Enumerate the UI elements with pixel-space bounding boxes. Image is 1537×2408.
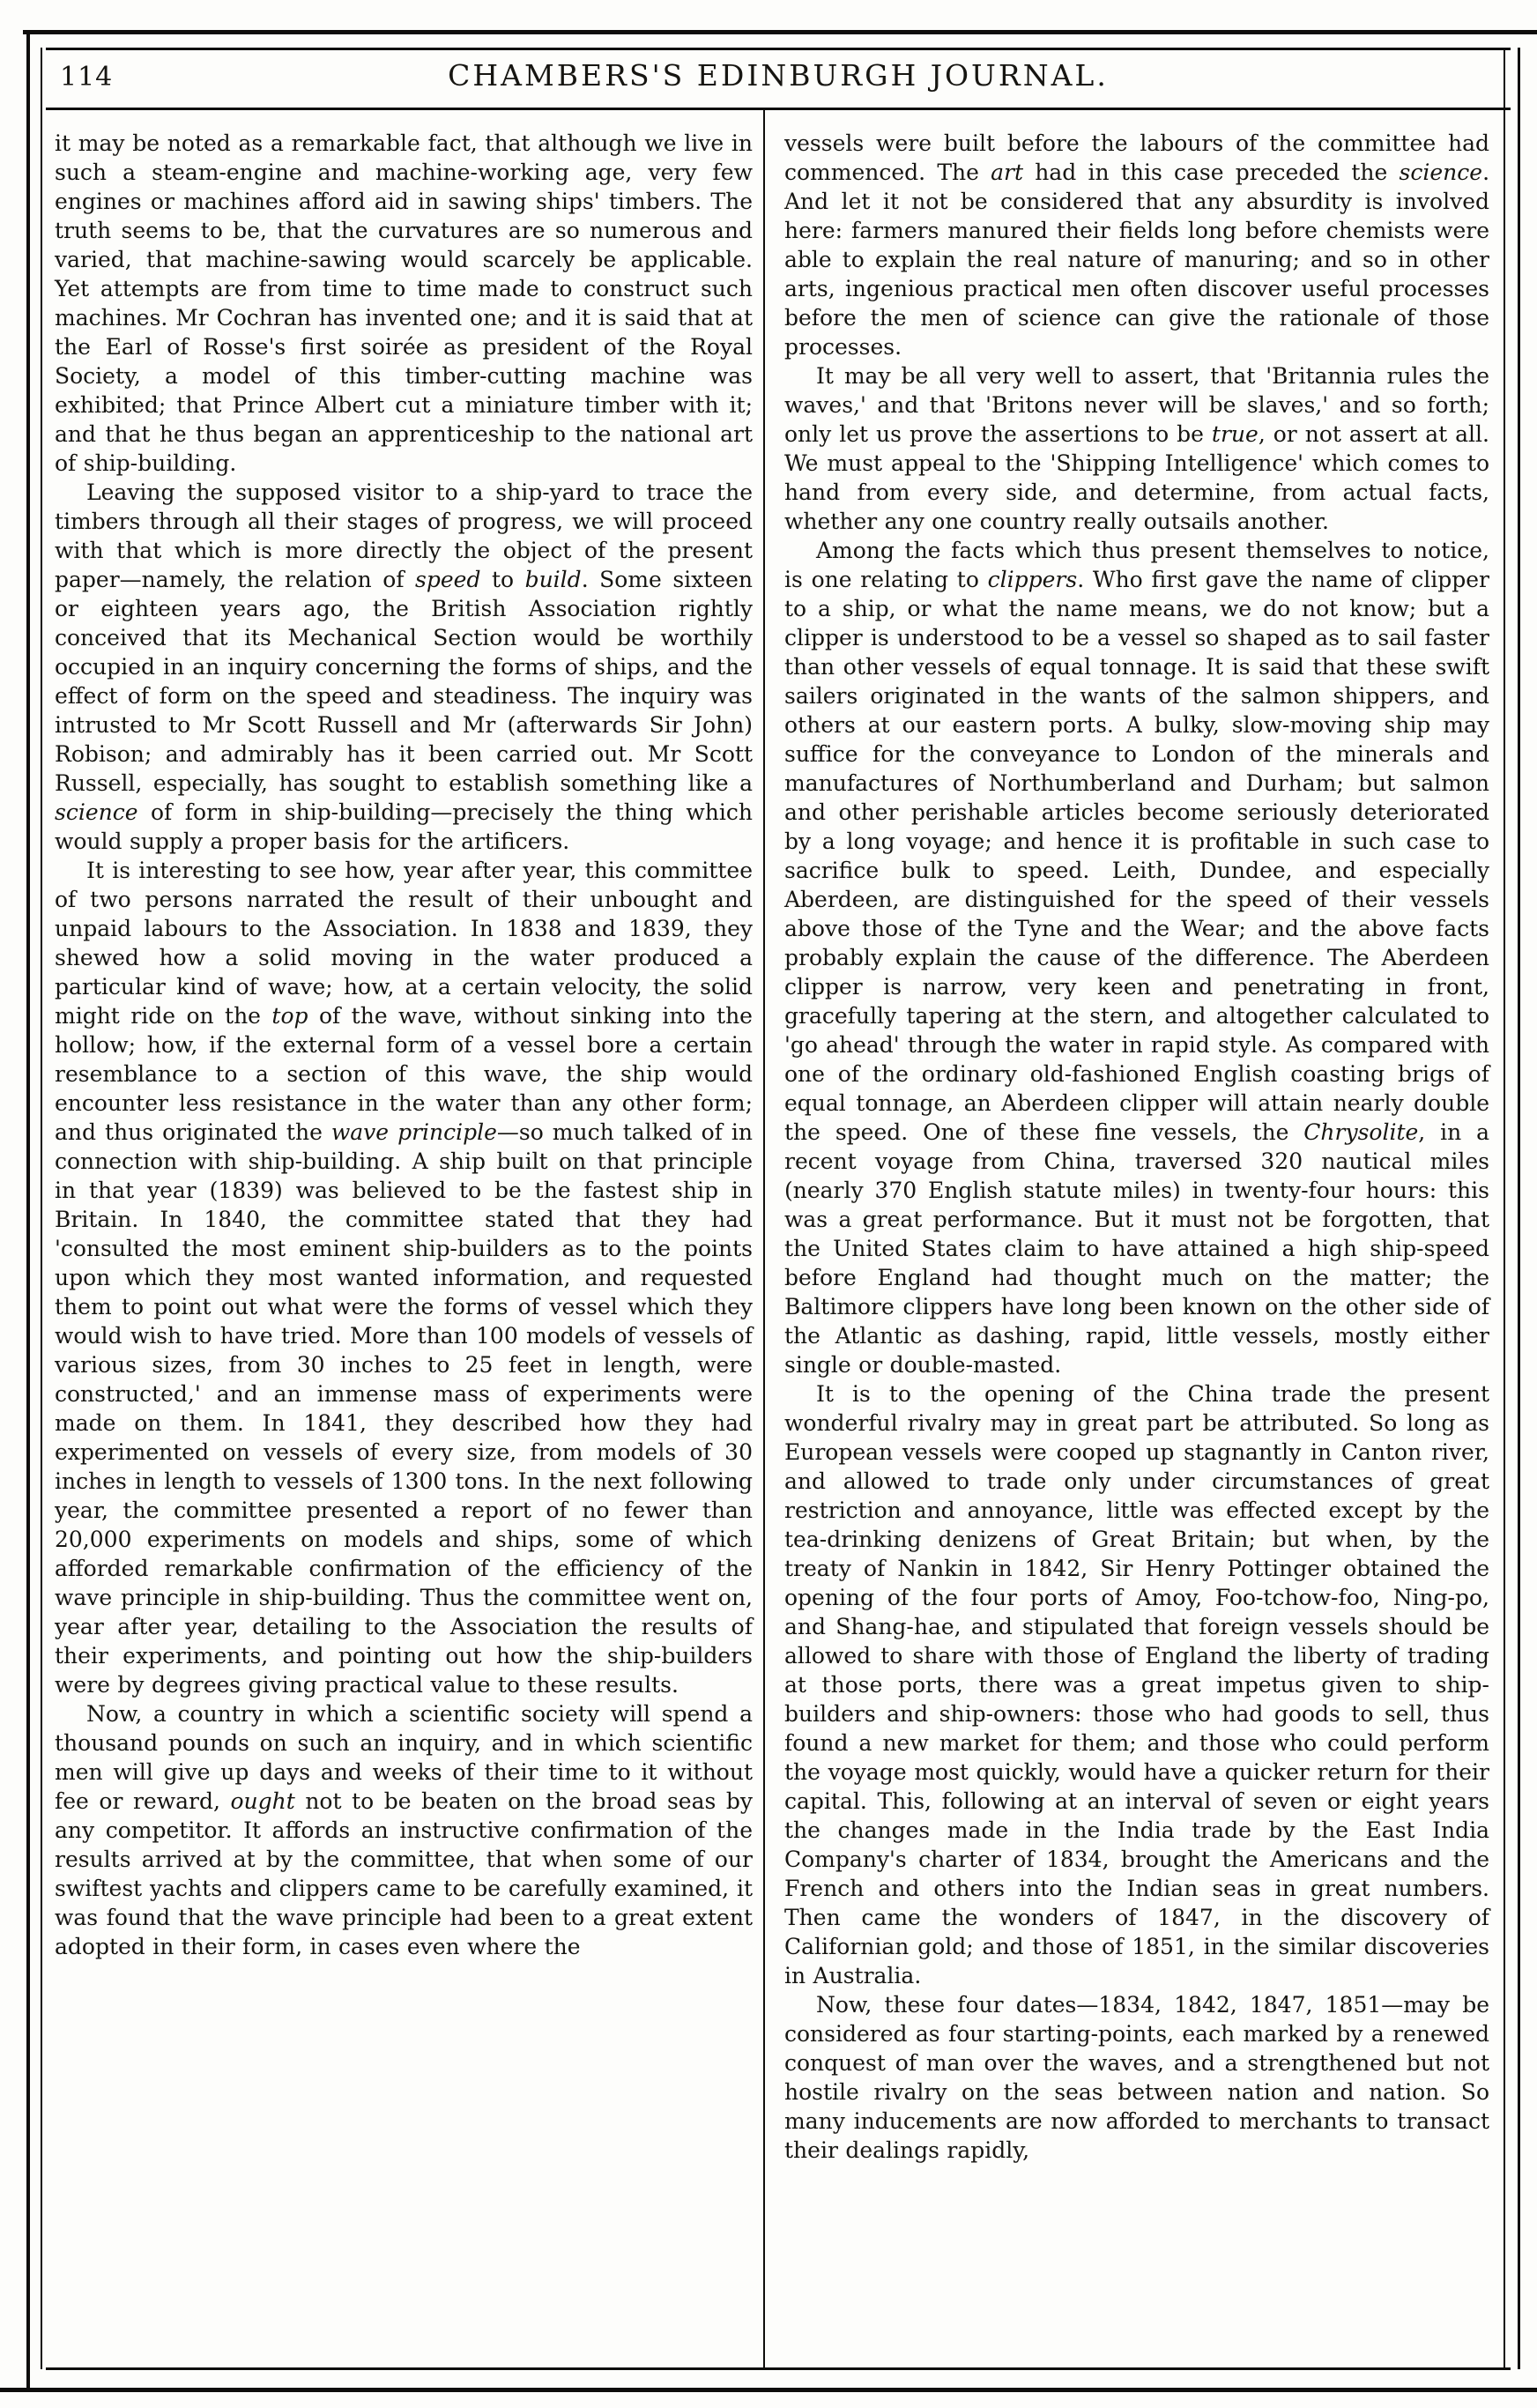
paragraph	[55, 1699, 753, 1961]
paragraph	[55, 856, 753, 1699]
text-run: It may be all very well to assert, that 'Britannia rules the waves,' and that 'Britons never will be slaves,' and so forth; only let us prove the assertions to be	[784, 363, 1489, 447]
text-run: had in this case preceded the	[1023, 160, 1400, 185]
paragraph	[784, 536, 1489, 1379]
italic-text-run: Chrysolite	[1303, 1119, 1419, 1145]
text-run: Now, these four dates—1834, 1842, 1847, 1851—may be considered as four starting-points, each marked by a renewed conquest of man over the waves, and a strengthened but not hostile rivalry on the seas between nation and nation. So many inducements are now afforded to merchants to transact their dealings rapidly,	[784, 1992, 1489, 2163]
paragraph	[784, 361, 1489, 536]
italic-text-run: clippers	[987, 567, 1078, 592]
top-outer-rule	[23, 30, 1537, 34]
paragraph	[784, 1379, 1489, 1990]
italic-text-run: top	[271, 1003, 308, 1029]
page-header	[51, 49, 1505, 104]
bottom-outer-rule	[0, 2388, 1537, 2392]
text-run: —so much talked of in connection with ship-building. A ship built on that principle in that year (1839) was believed to be the fastest ship in Britain. In 1840, the committee stated that they had 'consulted the most eminent ship-builders as to the points upon which they most wanted information, and requested them to point out what were the forms of vessel which they would wish to have tried. More than 100 models of vessels of various sizes, from 30 inches to 25 feet in length, were constructed,' and an immense mass of experiments were made on them. In 1841, they described how they had experimented on vessels of every size, from models of 30 inches in length to vessels of 1300 tons. In the next following year, the committee presented a report of no fewer than 20,000 experiments on models and ships, some of which afforded remarkable confirmation of the efficiency of the wave principle in ship-building. Thus the committee went on, year after year, detailing to the Association the results of their experiments, and pointing out how the ship-builders were by degrees giving practical value to these results.	[55, 1119, 753, 1698]
text-run: vessels were built before the labours of the committee had commenced. The	[784, 130, 1489, 185]
text-run: Now, a country in which a scientific society will spend a thousand pounds on such an inquiry, and in which scientific men will give up days and weeks of their time to it without fee or reward,	[55, 1701, 753, 1814]
journal-title: CHAMBERS'S EDINBURGH JOURNAL.	[448, 58, 1109, 93]
text-run: . Some sixteen or eighteen years ago, the British Association rightly conceived that its Mechanical Section would be worthily occupied in an inquiry concerning the forms of ships, and the effect of form on the speed and steadiness. The inquiry was intrusted to Mr Scott Russell and Mr (afterwards Sir John) Robison; and admirably has it been carried out. Mr Scott Russell, especially, has sought to establish something like a	[55, 567, 753, 796]
left-column	[55, 129, 753, 1961]
text-run: , or not assert at all. We must appeal to the 'Shipping Intelligence' which comes to hand from every side, and determine, from actual facts, whether any one country really outsails another.	[784, 421, 1489, 534]
italic-text-run: true	[1211, 421, 1259, 447]
right-inner-border	[1504, 48, 1505, 2369]
italic-text-run: art	[991, 160, 1024, 185]
left-inner-border	[41, 48, 42, 2369]
text-run: . Who first gave the name of clipper to a ship, or what the name means, we do not know; but a clipper is understood to be a vessel so shaped as to sail faster than other vessels of equal tonnage. It is said that these swift sailers originated in the wants of the salmon shippers, and others at our eastern ports. A bulky, slow-moving ship may suffice for the conveyance to London of the minerals and manufactures of Northumberland and Durham; but salmon and other perishable articles become seriously deteriorated by a long voyage; and hence it is profitable in such case to sacrifice bulk to speed. Leith, Dundee, and especially Aberdeen, are distinguished for the speed of their vessels above those of the Tyne and the Wear; and the above facts probably explain the cause of the difference. The Aberdeen clipper is narrow, very keen and penetrating in front, gracefully tapering at the stern, and altogether calculated to 'go ahead' through the water in rapid style. As compared with one of the ordinary old-fashioned English coasting brigs of equal tonnage, an Aberdeen clipper will attain nearly double the speed. One of these fine vessels, the	[784, 567, 1490, 1145]
text-run: . And let it not be considered that any absurdity is involved here: farmers manured their fields long before chemists were able to explain the real nature of manuring; and so in other arts, ingenious practical men often discover useful processes before the men of science can give the rationale of those processes.	[784, 160, 1490, 360]
right-column	[784, 129, 1489, 2165]
text-run: Leaving the supposed visitor to a ship-yard to trace the timbers through all their stages of progress, we will proceed with that which is more directly the object of the present paper—namely, the relation of	[55, 479, 753, 592]
paragraph	[784, 1990, 1489, 2165]
text-run: not to be beaten on the broad seas by any competitor. It affords an instructive confirmation of the results arrived at by the committee, that when some of our swiftest yachts and clippers came to be carefully examined, it was found that the wave principle had been to a great extent adopted in their form, in cases even where the	[55, 1788, 753, 1959]
text-run: it may be noted as a remarkable fact, that although we live in such a steam-engine and machine-working age, very few engines or machines afford aid in sawing ships' timbers. The truth seems to be, that the curvatures are so numerous and varied, that machine-sawing would scarcely be applicable. Yet attempts are from time to time made to construct such machines. Mr Cochran has invented one; and it is said that at the Earl of Rosse's first soirée as president of the Royal Society, a model of this timber-cutting machine was exhibited; that Prince Albert cut a miniature timber with it; and that he thus began an apprenticeship to the national art of ship-building.	[55, 130, 753, 476]
page-number: 114	[60, 62, 114, 93]
italic-text-run: ought	[230, 1788, 295, 1814]
italic-text-run: science	[55, 799, 138, 825]
text-run: Among the facts which thus present themselves to notice, is one relating to	[784, 538, 1489, 592]
italic-text-run: build	[524, 567, 582, 592]
header-rule	[46, 108, 1511, 110]
paragraph	[55, 129, 753, 478]
italic-text-run: speed	[415, 567, 481, 592]
bottom-inner-rule	[46, 2367, 1511, 2370]
italic-text-run: science	[1399, 160, 1483, 185]
column-divider-rule	[763, 109, 765, 2367]
text-run: of form in ship-building—precisely the thing which would supply a proper basis for the artificers.	[55, 799, 753, 854]
left-outer-border	[26, 30, 30, 2392]
right-outer-border	[1518, 48, 1520, 2369]
paragraph	[55, 478, 753, 856]
text-run: of the wave, without sinking into the hollow; how, if the external form of a vessel bore a certain resemblance to a section of this wave, the ship would encounter less resistance in the water than any other form; and thus originated the	[55, 1003, 753, 1145]
text-run: to	[480, 567, 525, 592]
text-run: It is interesting to see how, year after year, this committee of two persons narrated the result of their unbought and unpaid labours to the Association. In 1838 and 1839, they shewed how a solid moving in the water produced a particular kind of wave; how, at a certain velocity, the solid might ride on the	[55, 858, 753, 1029]
text-run: , in a recent voyage from China, traversed 320 nautical miles (nearly 370 English statute miles) in twenty-four hours: this was a great performance. But it must not be forgotten, that the United States claim to have attained a high ship-speed before England had thought much on the matter; the Baltimore clippers have long been known on the other side of the Atlantic as dashing, rapid, little vessels, mostly either single or double-masted.	[784, 1119, 1490, 1378]
paragraph	[784, 129, 1489, 361]
text-run: It is to the opening of the China trade the present wonderful rivalry may in great part be attributed. So long as European vessels were cooped up stagnantly in Canton river, and allowed to trade only under circumstances of great restriction and annoyance, little was effected except by the tea-drinking denizens of Great Britain; but when, by the treaty of Nankin in 1842, Sir Henry Pottinger obtained the opening of the four ports of Amoy, Foo-tchow-foo, Ning-po, and Shang-hae, and stipulated that foreign vessels should be allowed to share with those of England the liberty of trading at those ports, there was a great impetus given to ship-builders and ship-owners: those who had goods to sell, thus found a new market for them; and those who could perform the voyage most quickly, would have a quicker return for their capital. This, following at an interval of seven or eight years the changes made in the India trade by the East India Company's charter of 1834, brought the Americans and the French and others into the Indian seas in great numbers. Then came the wonders of 1847, in the discovery of Californian gold; and those of 1851, in the similar discoveries in Australia.	[784, 1381, 1489, 1988]
italic-text-run: wave principle	[330, 1119, 497, 1145]
